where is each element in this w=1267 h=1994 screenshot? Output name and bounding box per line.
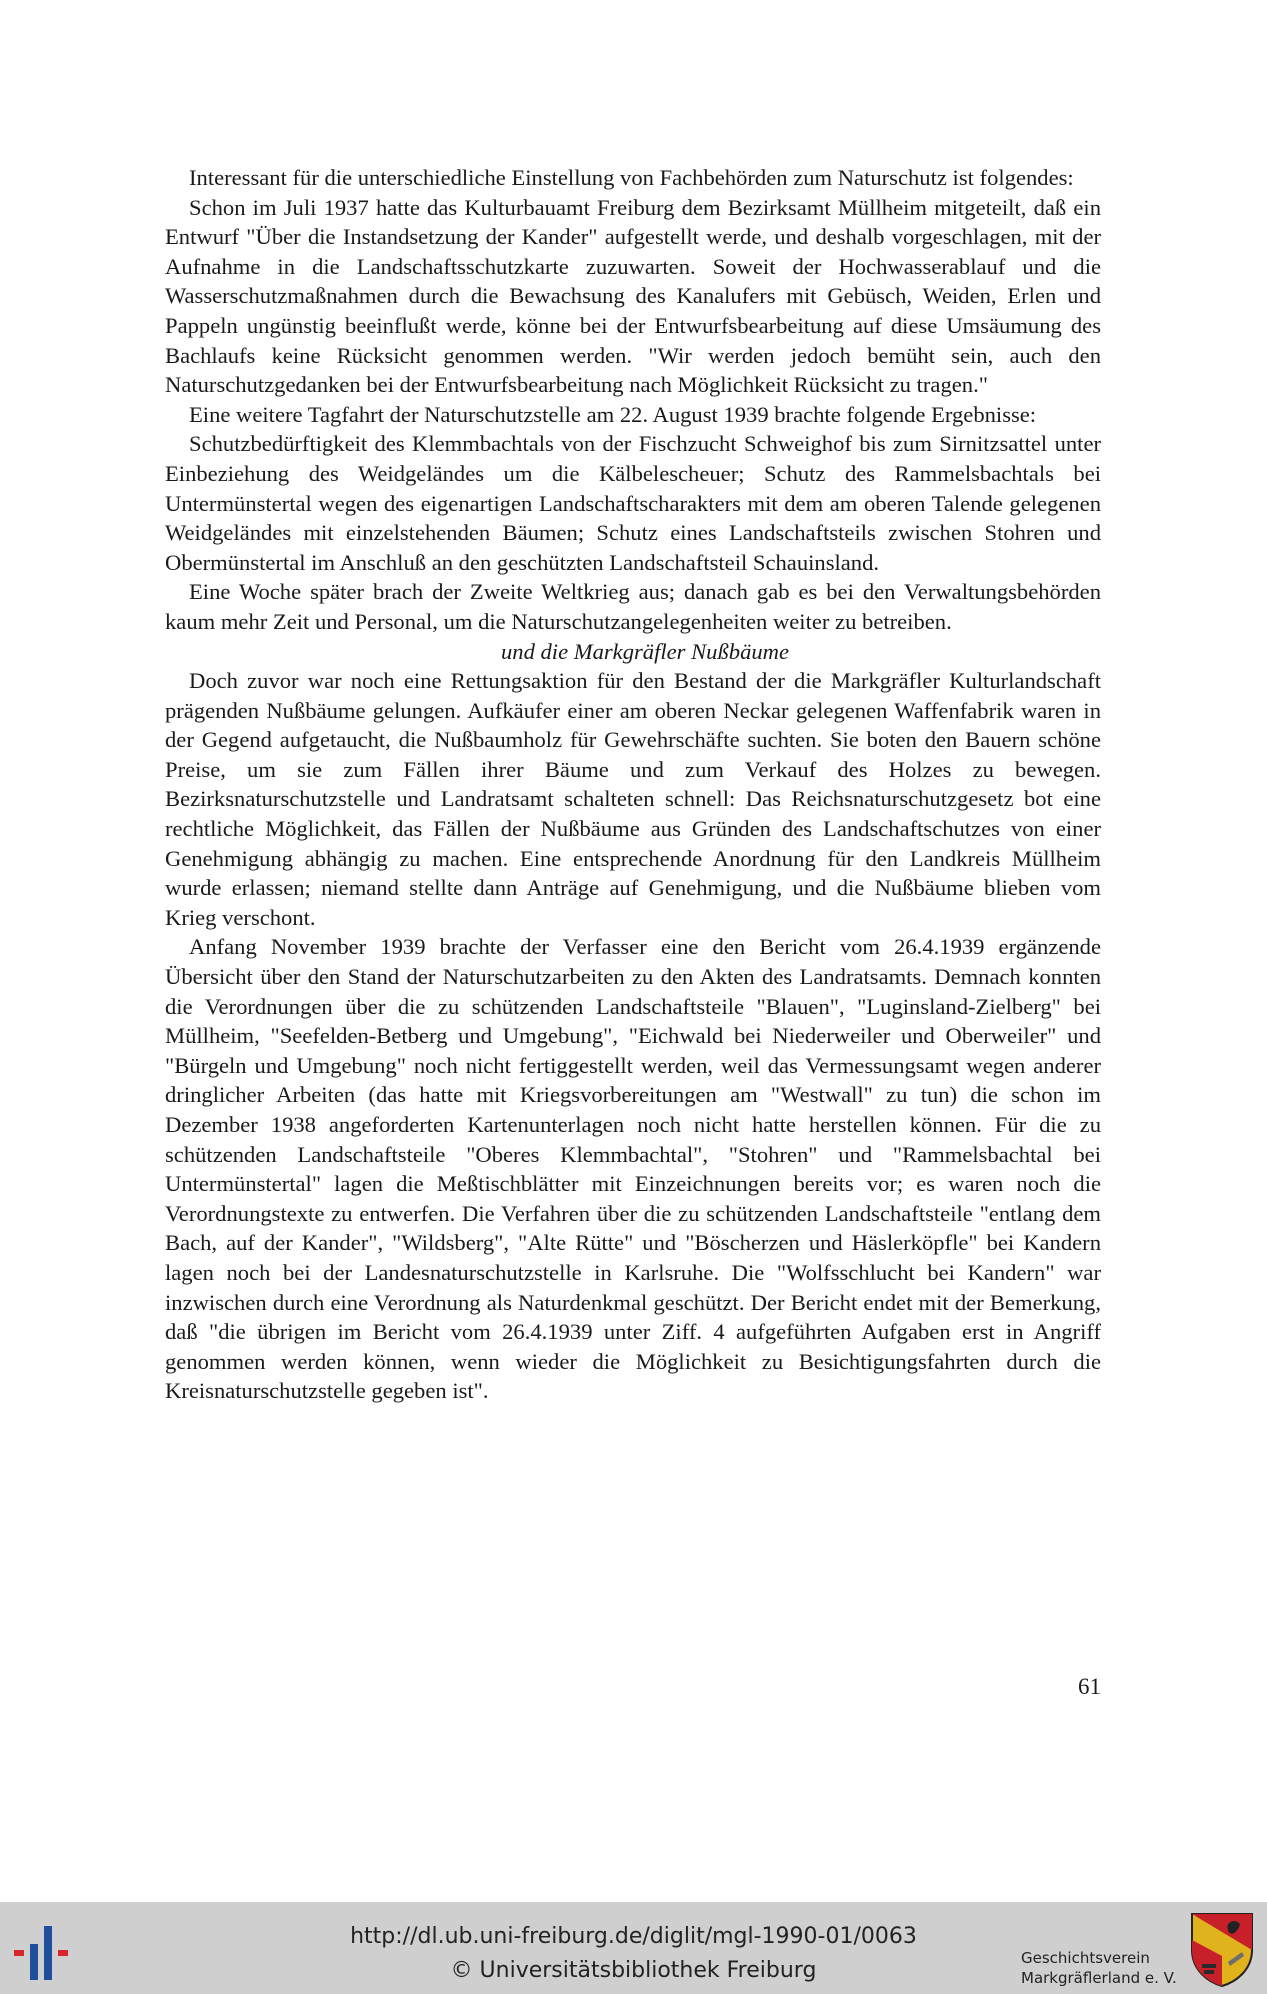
society-name (1021, 1948, 1177, 1988)
paragraph: Doch zuvor war noch eine Rettungsaktion für den Bestand der die Markgräfler Kulturlandschaft prägenden Nußbäume gelungen. Aufkäufer einer am oberen Neckar gelegenen Waffenfabrik waren in der Gegend aufgetaucht, die Nußbaumholz für Gewehrschäfte suchten. Sie boten den Bauern schöne Preise, um sie zum Fällen ihrer Bäume und zum Verkauf des Holzes zu bewegen. Bezirksnaturschutzstelle und Landratsamt schalteten schnell: Das Reichsnaturschutzgesetz bot eine rechtliche Möglichkeit, das Fällen der Nußbäume aus Gründen des Landschaftschutzes von einer Genehmigung abhängig zu machen. Eine entsprechende Anordnung für den Landkreis Müllheim wurde erlassen; niemand stellte dann Anträge auf Genehmigung, und die Nußbäume blieben vom Krieg verschont. (165, 668, 1101, 930)
section-heading: und die Markgräfler Nußbäume (500, 638, 790, 664)
source-url-link[interactable]: http://dl.ub.uni-freiburg.de/diglit/mgl-1990-01/0063 (350, 1924, 917, 1949)
body-text (165, 163, 1101, 1406)
paragraph: Eine weitere Tagfahrt der Naturschutzstelle am 22. August 1939 brachte folgende Ergebnisse: (189, 401, 1037, 427)
paragraph: Schutzbedürftigkeit des Klemmbachtals von der Fischzucht Schweighof bis zum Sirnitzsattel unter Einbeziehung des Weidgeländes um die Kälbelescheuer; Schutz des Rammelsbachtals bei Untermünstertal wegen des eigenartigen Landschaftscharakters mit dem am oberen Talende gelegenen Weidgeländes mit einzelstehenden Bäumen; Schutz eines Landschaftsteils zwischen Stohren und Obermünstertal im Anschluß an den geschützten Landschaftsteil Schauinsland. (165, 431, 1101, 575)
paragraph: Interessant für die unterschiedliche Einstellung von Fachbehörden zum Naturschutz ist folgendes: (189, 165, 1074, 190)
paragraph: Schon im Juli 1937 hatte das Kulturbauamt Freiburg dem Bezirksamt Müllheim mitgeteilt, daß ein Entwurf "Über die Instandsetzung der Kander" aufgestellt werde, und deshalb vorgeschlagen, mit der Aufnahme in die Landschaftsschutzkarte zuzuwarten. Soweit der Hochwasserablauf und die Wasserschutzmaßnahmen durch die Bewachsung des Kanalufers mit Gebüsch, Weiden, Erlen und Pappeln ungünstig beeinflußt werde, könne bei der Entwurfsbearbeitung auf diese Umsäumung des Bachlaufs keine Rücksicht genommen werden. "Wir werden jedoch bemüht sein, auch den Naturschutzgedanken bei der Entwurfsbearbeitung nach Möglichkeit Rücksicht zu tragen." (165, 194, 1101, 398)
society-line: Markgräflerland e. V. (1021, 1969, 1177, 1987)
page-number: 61 (1078, 1674, 1101, 1699)
paragraph: Eine Woche später brach der Zweite Weltkrieg aus; danach gab es bei den Verwaltungsbehörden kaum mehr Zeit und Personal, um die Naturschutzangelegenheiten weiter zu betreiben. (165, 579, 1101, 634)
coat-of-arms-icon (1188, 1910, 1256, 1988)
footer-bar (0, 1902, 1267, 1994)
society-line: Geschichtsverein (1021, 1949, 1150, 1967)
copyright-text: © Universitätsbibliothek Freiburg (450, 1958, 817, 1983)
paragraph: Anfang November 1939 brachte der Verfasser eine den Bericht vom 26.4.1939 ergänzende Übersicht über den Stand der Naturschutzarbeiten zu den Akten des Landratsamts. Demnach konnten die Verordnungen über die zu schützenden Landschaftsteile "Blauen", "Luginsland-Zielberg" bei Müllheim, "Seefelden-Betberg und Umgebung", "Eichwald bei Niederweiler und Oberweiler" und "Bürgeln und Umgebung" noch nicht fertiggestellt werden, weil das Vermessungsamt wegen anderer dringlicher Arbeiten (das hatte mit Kriegsvorbereitungen am "Westwall" zu tun) die schon im Dezember 1938 angeforderten Kartenunterlagen noch nicht hatte herstellen können. Für die zu schützenden Landschaftsteile "Oberes Klemmbachtal", "Stohren" und "Rammelsbachtal bei Untermünstertal" lagen die Meßtischblätter mit Einzeichnungen bereits vor; es waren noch die Verordnungstexte zu entwerfen. Die Verfahren über die zu schützenden Landschaftsteile "entlang dem Bach, auf der Kander", "Wildsberg", "Alte Rütte" und "Böscherzen und Häslerköpfle" bei Kandern lagen noch bei der Landesnaturschutzstelle in Karlsruhe. Die "Wolfsschlucht bei Kandern" war inzwischen durch eine Verordnung als Naturdenkmal geschützt. Der Bericht endet mit der Bemerkung, daß "die übrigen im Bericht vom 26.4.1939 unter Ziff. 4 aufgeführten Aufgaben erst in Angriff genommen werden können, wenn wieder die Möglichkeit zu Besichtigungsfahrten durch die Kreisnaturschutzstelle gegeben ist". (165, 934, 1101, 1404)
